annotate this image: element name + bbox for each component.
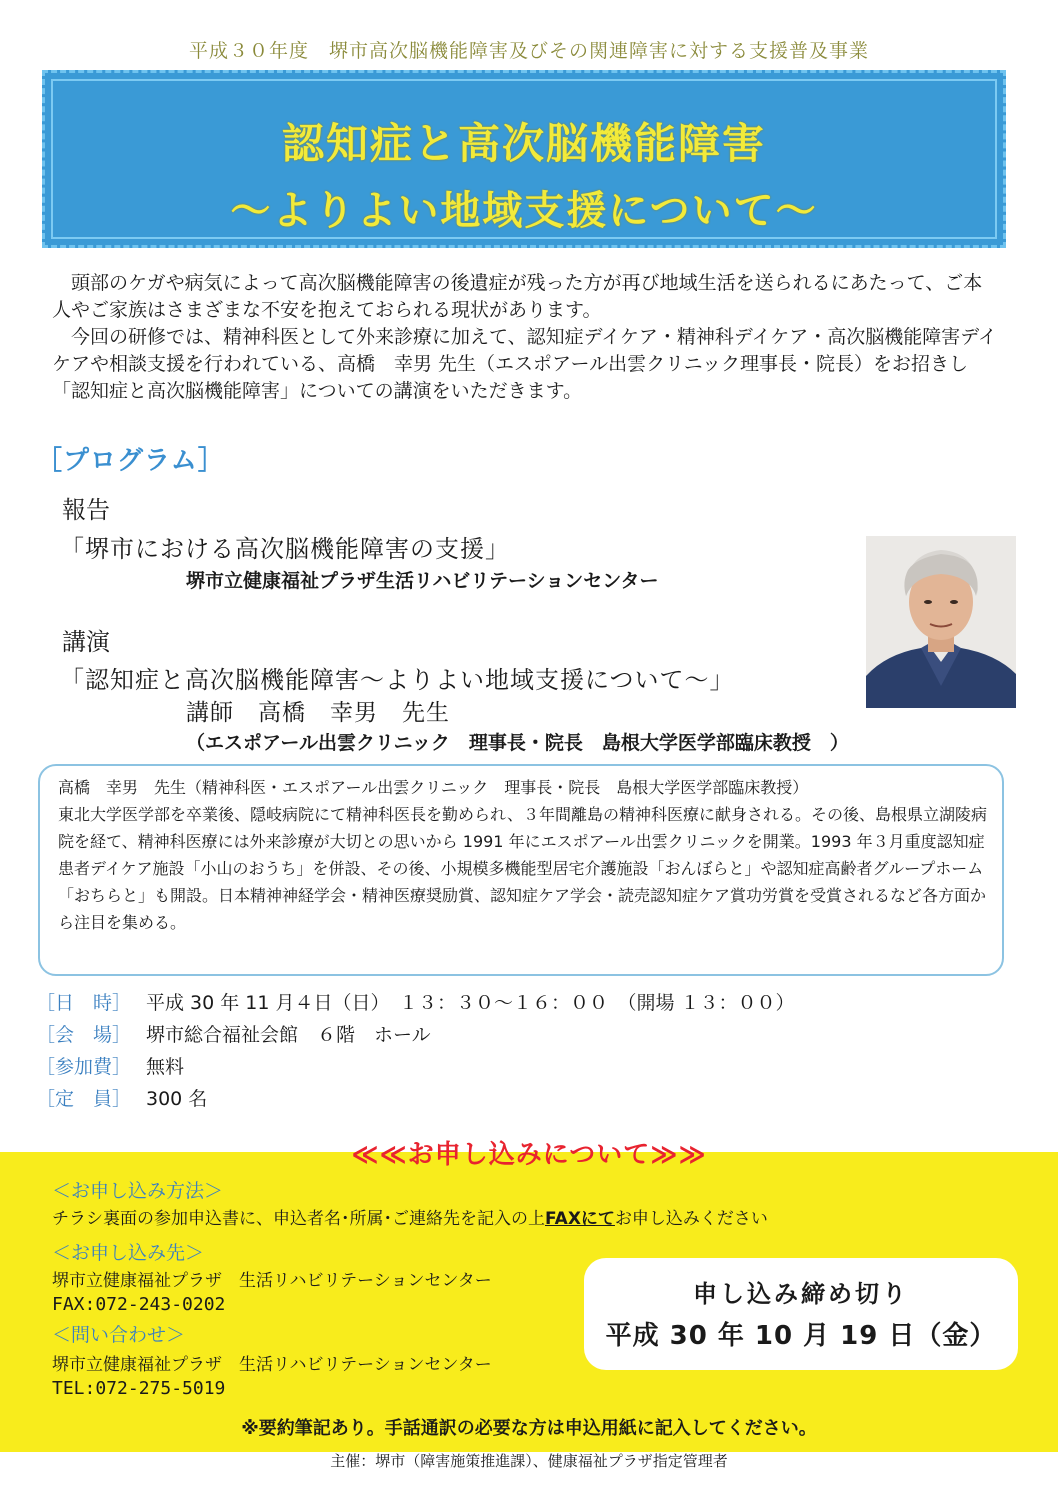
method-heading: ＜お申し込み方法＞ [52, 1180, 224, 1202]
banner-title: 認知症と高次脳機能障害 [281, 119, 766, 168]
detail-label: ［日 時］ [36, 992, 132, 1014]
detail-value: 平成 30 年 11 月４日（日） １３：３０～１６：００ （開場 １３：００） [146, 992, 795, 1014]
intro-text [52, 270, 997, 405]
detail-row-venue [36, 1020, 431, 1047]
destination-org: 堺市立健康福祉プラザ 生活リハビリテーションセンター [52, 1271, 492, 1291]
lecture-label: 講演 [62, 628, 110, 656]
report-label: 報告 [62, 496, 110, 524]
program-heading: ［プログラム］ [36, 446, 225, 476]
detail-value: 堺市総合福祉会館 ６階 ホール [146, 1024, 431, 1046]
deadline-date: 平成 30 年 10 月 19 日（金） [605, 1321, 997, 1351]
intro-paragraph-2: 今回の研修では、精神科医として外来診療に加えて、認知症デイケア・精神科デイケア・高次脳機能障害デイケアや相談支援を行われている、高橋 幸男 先生（エスポアール出雲クリニック理事長・院長）をお招きし「認知症と高次脳機能障害」についての講演をいただきます。 [52, 326, 997, 402]
detail-label: ［定 員］ [36, 1088, 132, 1110]
inquiry-heading: ＜問い合わせ＞ [52, 1324, 186, 1346]
deadline-label: 申し込み締め切り [693, 1280, 909, 1308]
detail-row-fee [36, 1052, 184, 1079]
lecturer-affiliation: （エスポアール出雲クリニック 理事長・院長 島根大学医学部臨床教授 ） [186, 732, 849, 754]
detail-row-date [36, 988, 795, 1015]
footer-host: 主催：堺市（障害施策推進課）、健康福祉プラザ指定管理者 [330, 1452, 728, 1470]
tel-number: TEL:072-275-5019 [52, 1378, 226, 1399]
bio-heading: 高橋 幸男 先生（精神科医・エスポアール出雲クリニック 理事長・院長 島根大学医学部臨床教授） [58, 778, 809, 797]
application-heading: ≪≪お申し込みについて≫≫ [351, 1140, 707, 1170]
lecture-title: 「認知症と高次脳機能障害～よりよい地域支援について～」 [60, 666, 735, 694]
detail-label: ［参加費］ [36, 1056, 132, 1078]
detail-row-capacity [36, 1084, 207, 1111]
event-series-title: 平成３０年度 堺市高次脳機能障害及びその関連障害に対する支援普及事業 [188, 40, 869, 62]
method-text-emphasis: FAXにて [545, 1209, 615, 1229]
banner-subtitle: ～よりよい地域支援について～ [230, 188, 818, 234]
method-text [52, 1204, 768, 1229]
portrait-photo-illustration [866, 536, 1016, 708]
destination-heading: ＜お申し込み先＞ [52, 1242, 205, 1264]
report-organization: 堺市立健康福祉プラザ生活リハビリテーションセンター [186, 570, 659, 592]
deadline-box [584, 1258, 1018, 1370]
intro-paragraph-1: 頭部のケガや病気によって高次脳機能障害の後遺症が残った方が再び地域生活を送られるにあたって、ご本人やご家族はさまざまな不安を抱えておられる現状があります。 [52, 272, 983, 321]
method-text-post: お申し込みください [614, 1209, 768, 1229]
footer-note: ※要約筆記あり。手話通訳の必要な方は申込用紙に記入してください。 [241, 1418, 817, 1439]
bio-body: 東北大学医学部を卒業後、隠岐病院にて精神科医長を勤められ、３年間離島の精神科医療に献身される。その後、島根県立湖陵病院を経て、精神科医療には外来診療が大切との思いから 1991 年にエスポアール出雲クリニックを開業。1993 年３月重度認知症患者デイケア施設「小山のおうち」を併設、その後、小規模多機能型居宅介護施設「おんぼらと」や認知症高齢者グループホーム「おちらと」も開設。日本精神神経学会・精神医療奨励賞、認知症ケア学会・読売認知症ケア賞功労賞を受賞されるなど各方面から注目を集める。 [58, 805, 987, 932]
lecturer-bio-box [38, 764, 1004, 976]
detail-label: ［会 場］ [36, 1024, 132, 1046]
method-text-pre: チラシ裏面の参加申込書に、申込者名･所属･ご連絡先を記入の上 [52, 1209, 545, 1229]
detail-value: 300 名 [146, 1088, 208, 1110]
detail-value: 無料 [146, 1056, 185, 1078]
fax-number: FAX:072-243-0202 [52, 1294, 226, 1315]
lecturer-name: 講師 高橋 幸男 先生 [186, 700, 450, 726]
inquiry-org: 堺市立健康福祉プラザ 生活リハビリテーションセンター [52, 1355, 492, 1375]
portrait-photo [866, 536, 1016, 708]
title-banner [42, 70, 1006, 248]
report-title: 「堺市における高次脳機能障害の支援」 [60, 535, 510, 563]
